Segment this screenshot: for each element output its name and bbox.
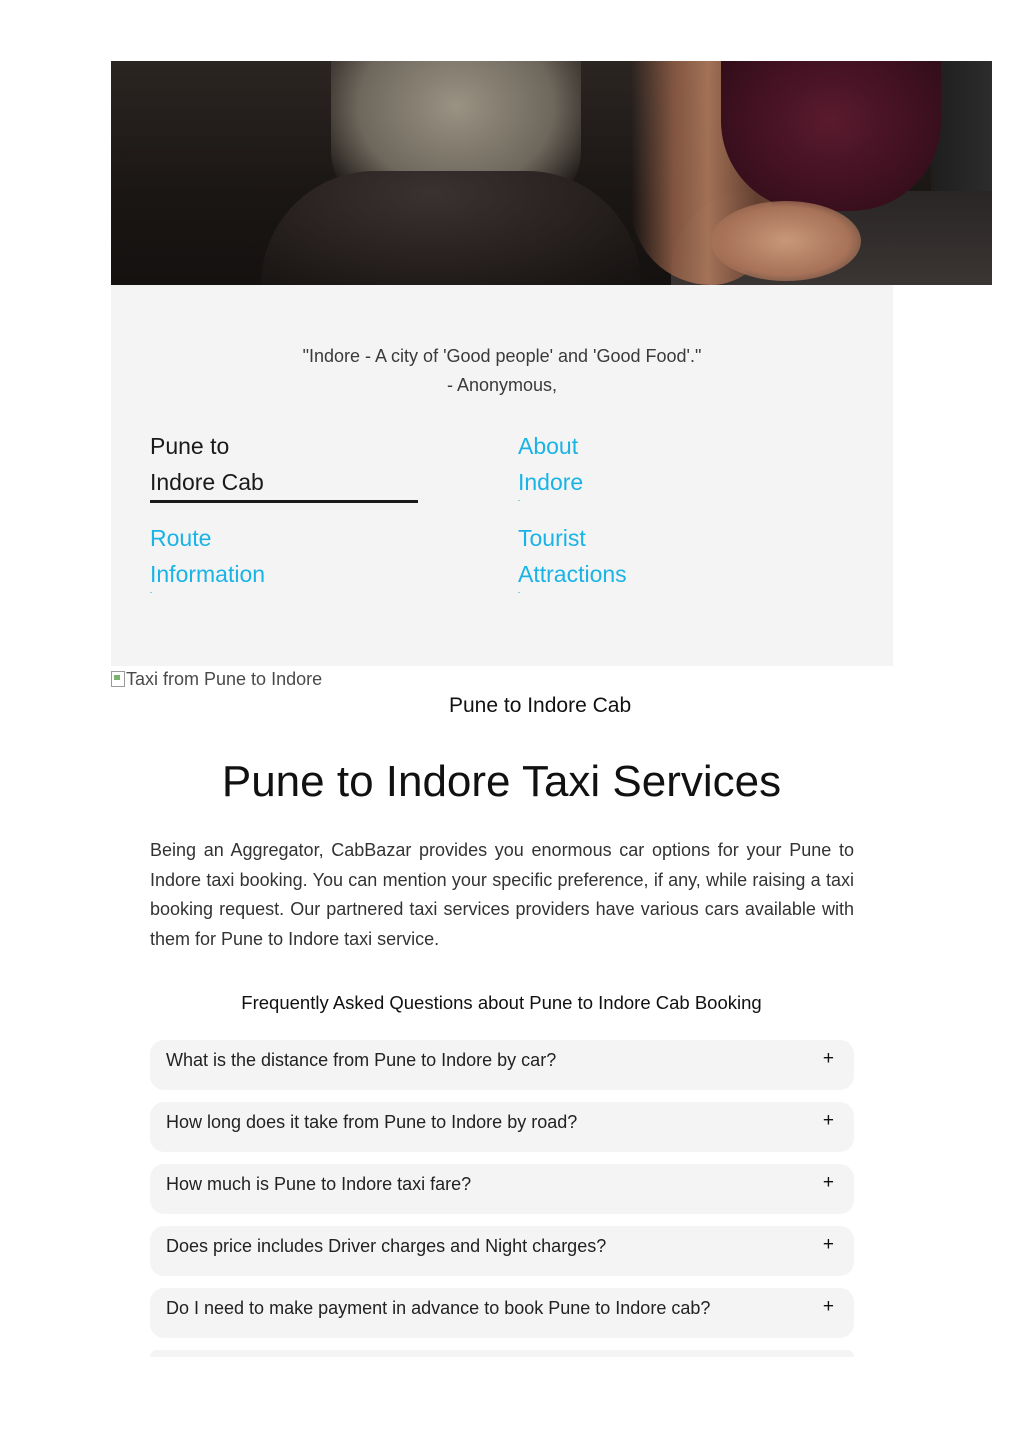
tab-indicator (518, 592, 520, 593)
faq-question: Does price includes Driver charges and Night charges? (166, 1236, 607, 1256)
faq-title: Frequently Asked Questions about Pune to Indore Cab Booking (241, 992, 762, 1013)
faq-question: How long does it take from Pune to Indore by road? (166, 1112, 578, 1132)
tab-label-line2: Indore (518, 469, 584, 495)
expand-plus-icon[interactable]: + (822, 1234, 834, 1255)
tab-label-line1: Route (150, 525, 212, 551)
tab-route-information[interactable] (150, 520, 265, 592)
faq-question: Do I need to make payment in advance to book Pune to Indore cab? (166, 1298, 711, 1318)
quote-text: "Indore - A city of 'Good people' and 'Good Food'." (302, 346, 702, 366)
hero-image (111, 61, 992, 285)
expand-plus-icon[interactable]: + (822, 1172, 834, 1193)
quote-block (111, 342, 893, 400)
hero-top-shape (721, 61, 941, 211)
intro-paragraph: Being an Aggregator, CabBazar provides you enormous car options for your Pune to Indore taxi booking. You can mention your specific preference, if any, while raising a taxi booking request. Our partnered taxi services providers have various cars available with them for Pune to Indore taxi service. (150, 840, 854, 949)
expand-plus-icon[interactable]: + (822, 1110, 834, 1131)
tab-pune-to-indore-cab[interactable] (150, 428, 264, 500)
tab-tourist-attractions[interactable] (518, 520, 627, 592)
expand-plus-icon[interactable]: + (822, 1296, 834, 1317)
active-tab-underline (150, 500, 418, 503)
taxi-image (111, 667, 322, 691)
hero-hand-shape (711, 201, 861, 281)
faq-item[interactable] (150, 1164, 854, 1214)
broken-image-icon (111, 671, 125, 687)
tab-label-line1: About (518, 433, 579, 459)
tab-about-indore[interactable] (518, 428, 583, 500)
tab-label-line2: Attractions (518, 561, 627, 587)
tab-label-line1: Pune to (150, 433, 230, 459)
quote-author: - Anonymous, (446, 375, 558, 395)
faq-question: What is the distance from Pune to Indore by car? (166, 1050, 557, 1070)
info-panel (111, 285, 893, 666)
faq-item[interactable] (150, 1040, 854, 1090)
hero-pants-shape (261, 171, 641, 285)
tab-label-line1: Tourist (518, 525, 586, 551)
tab-indicator (150, 592, 152, 593)
page-title: Pune to Indore Taxi Services (221, 757, 782, 806)
expand-plus-icon[interactable]: + (822, 1048, 834, 1069)
image-caption: Pune to Indore Cab (449, 694, 632, 717)
tab-indicator (518, 500, 520, 501)
tab-label-line2: Indore Cab (150, 469, 264, 495)
faq-item[interactable] (150, 1102, 854, 1152)
faq-question: How much is Pune to Indore taxi fare? (166, 1174, 472, 1194)
faq-item[interactable] (150, 1288, 854, 1338)
faq-item[interactable] (150, 1226, 854, 1276)
tab-label-line2: Information (150, 561, 266, 587)
taxi-image-alt: Taxi from Pune to Indore (126, 668, 323, 689)
faq-item-partial[interactable] (150, 1350, 854, 1357)
